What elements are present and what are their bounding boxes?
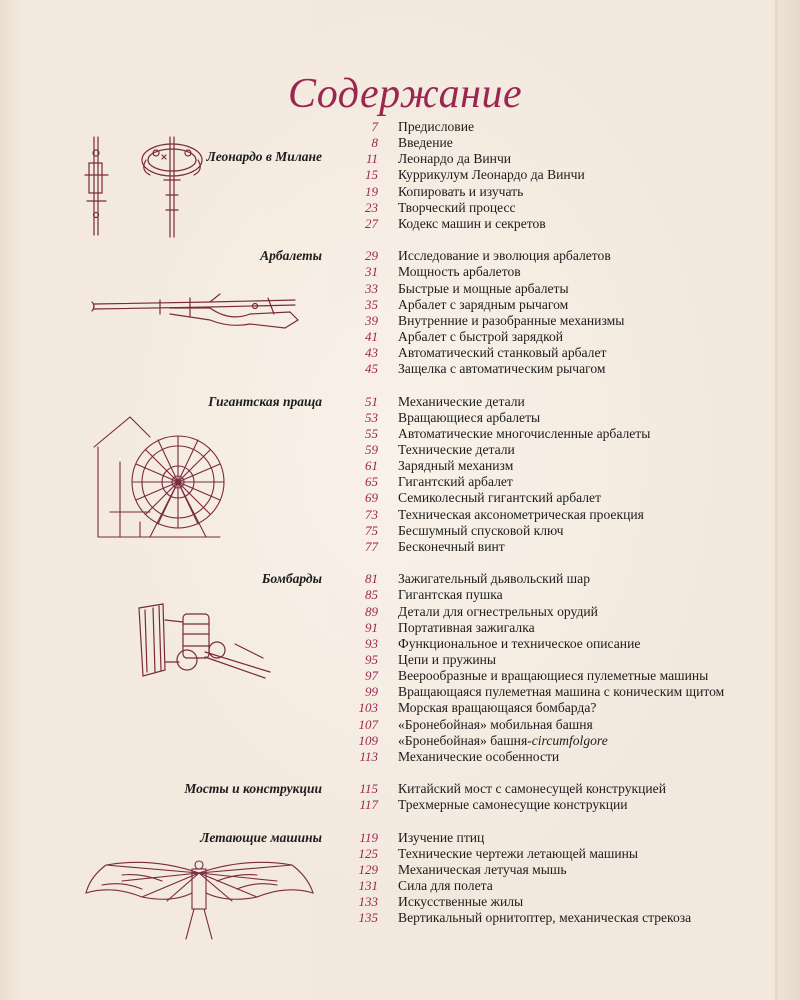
entry-title bbox=[398, 700, 596, 716]
entry-title-text: Портативная зажигалка bbox=[398, 619, 535, 635]
entry-title-text: Веерообразные и вращающиеся пулеметные машины bbox=[398, 668, 709, 684]
entry-title bbox=[398, 135, 453, 151]
toc-entry[interactable] bbox=[0, 733, 800, 749]
entry-title-text: Вращающиеся арбалеты bbox=[398, 409, 541, 425]
page-number: 53 bbox=[365, 409, 378, 425]
page-number: 85 bbox=[365, 587, 378, 603]
toc-entry[interactable] bbox=[0, 668, 800, 684]
page-number: 119 bbox=[359, 829, 378, 845]
entry-title-text: Копировать и изучать bbox=[398, 183, 524, 199]
page-number: 35 bbox=[365, 296, 378, 312]
page-number: 129 bbox=[358, 861, 378, 877]
toc-entry[interactable] bbox=[0, 636, 800, 652]
entry-title-text: Морская вращающаяся бомбарда? bbox=[398, 700, 597, 716]
toc-entry[interactable] bbox=[0, 248, 800, 264]
entry-title bbox=[398, 587, 503, 603]
page-number: 133 bbox=[358, 894, 378, 910]
entry-title-text: Бесконечный винт bbox=[398, 538, 505, 554]
entry-title-text: Гигантский арбалет bbox=[398, 474, 513, 490]
crossbow-mechanism-sketch bbox=[80, 135, 210, 240]
page-title: Содержание bbox=[288, 71, 523, 117]
section-label: Леонардо в Милане bbox=[206, 149, 322, 164]
page-number: 43 bbox=[365, 345, 378, 361]
page-number: 15 bbox=[365, 167, 378, 183]
entry-title bbox=[398, 216, 546, 232]
entry-title-text: Автоматические многочисленные арбалеты bbox=[398, 425, 651, 441]
page-number: 75 bbox=[365, 522, 378, 538]
page-number: 125 bbox=[358, 845, 378, 861]
page-number: 59 bbox=[365, 442, 378, 457]
entry-title-text: Внутренние и разобранные механизмы bbox=[398, 312, 625, 328]
page-number: 81 bbox=[365, 571, 378, 587]
toc-entry[interactable] bbox=[0, 781, 800, 797]
entry-title bbox=[398, 733, 608, 749]
entry-title bbox=[398, 345, 606, 361]
entry-title bbox=[398, 474, 513, 490]
entry-title bbox=[398, 652, 496, 668]
entry-title bbox=[398, 297, 568, 313]
flying-machine-wings-sketch bbox=[82, 855, 317, 943]
entry-title-text: Механические детали bbox=[398, 393, 525, 409]
entry-title-text: Исследование и эволюция арбалетов bbox=[398, 248, 611, 264]
entry-title-text: Китайский мост с самонесущей конструкцией bbox=[398, 781, 666, 797]
section-label: Арбалеты bbox=[260, 248, 322, 264]
page-number: 19 bbox=[365, 183, 378, 199]
entry-title bbox=[398, 749, 559, 765]
entry-title bbox=[398, 361, 606, 377]
entry-title bbox=[398, 830, 484, 846]
entry-title bbox=[398, 151, 511, 167]
toc-entry[interactable] bbox=[0, 652, 800, 668]
entry-title-text: Введение bbox=[398, 135, 453, 151]
entry-title bbox=[398, 507, 644, 523]
page-number: 27 bbox=[365, 215, 378, 231]
entry-title bbox=[398, 620, 535, 636]
entry-title-italic: circumfolgore bbox=[531, 732, 608, 748]
entry-title-text: Арбалет с зарядным рычагом bbox=[398, 296, 569, 312]
entry-title-text: Зажигательный дьявольский шар bbox=[398, 571, 590, 587]
entry-title bbox=[398, 571, 590, 587]
entry-title-text: «Бронебойная» мобильная башня bbox=[398, 716, 593, 732]
page-number: 45 bbox=[365, 361, 378, 377]
entry-title bbox=[398, 442, 515, 458]
entry-title bbox=[398, 184, 523, 200]
entry-title-text: Вращающаяся пулеметная машина с коническим щитом bbox=[398, 684, 725, 700]
toc-entry[interactable] bbox=[0, 264, 800, 280]
toc-entry[interactable] bbox=[0, 620, 800, 636]
page-number: 115 bbox=[359, 781, 378, 797]
page-number: 135 bbox=[358, 910, 378, 926]
page-number: 117 bbox=[359, 797, 378, 813]
entry-title-text: Семиколесный гигантский арбалет bbox=[398, 490, 602, 506]
entry-title-text: Творческий процесс bbox=[398, 199, 516, 215]
entry-title-text: Техническая аксонометрическая проекция bbox=[398, 506, 644, 522]
entry-title bbox=[398, 717, 593, 733]
entry-title bbox=[398, 490, 601, 506]
page-number: 73 bbox=[365, 506, 378, 522]
page-number: 11 bbox=[365, 151, 378, 167]
page-number: 7 bbox=[371, 119, 378, 134]
toc-entry[interactable] bbox=[0, 604, 800, 620]
entry-title bbox=[398, 910, 691, 926]
entry-title-text: Искусственные жилы bbox=[398, 894, 524, 910]
page-number: 99 bbox=[365, 684, 378, 700]
toc-entry[interactable] bbox=[0, 571, 800, 587]
toc-entry[interactable] bbox=[0, 797, 800, 813]
page-number: 65 bbox=[365, 474, 378, 490]
entry-title bbox=[398, 248, 611, 264]
entry-title-text: Трехмерные самонесущие конструкции bbox=[398, 797, 628, 813]
entry-title bbox=[398, 167, 585, 183]
entry-title bbox=[398, 264, 521, 280]
page-number: 23 bbox=[365, 199, 378, 215]
entry-title bbox=[398, 329, 563, 345]
entry-title-text: Вертикальный орнитоптер, механическая стрекоза bbox=[398, 910, 692, 926]
entry-title-text: Леонардо да Винчи bbox=[398, 151, 512, 167]
page-number: 31 bbox=[365, 264, 378, 280]
toc-entry[interactable] bbox=[0, 684, 800, 700]
entry-title bbox=[398, 410, 540, 426]
entry-title bbox=[398, 426, 650, 442]
toc-entry[interactable] bbox=[0, 717, 800, 733]
page-number: 97 bbox=[365, 668, 378, 684]
entry-title-text: Мощность арбалетов bbox=[398, 264, 521, 280]
page-number: 55 bbox=[365, 425, 378, 441]
page-number: 89 bbox=[365, 603, 378, 619]
page-number: 51 bbox=[365, 393, 378, 409]
entry-title-text: Предисловие bbox=[398, 119, 475, 134]
entry-title-text: Куррикулум Леонардо да Винчи bbox=[398, 167, 585, 183]
entry-title-text: Бесшумный спусковой ключ bbox=[398, 522, 564, 538]
page-number: 8 bbox=[371, 135, 378, 151]
page-number: 39 bbox=[365, 312, 378, 328]
entry-title-text: Цепи и пружины bbox=[398, 651, 497, 667]
giant-sling-wheel-sketch bbox=[90, 402, 230, 544]
toc-entry[interactable] bbox=[0, 700, 800, 716]
entry-title-text: Арбалет с быстрой зарядкой bbox=[398, 328, 564, 344]
entry-title bbox=[398, 458, 513, 474]
entry-title-text: Функциональное и техническое описание bbox=[398, 635, 641, 651]
page-number: 131 bbox=[358, 878, 378, 894]
entry-title bbox=[398, 394, 525, 410]
entry-title bbox=[398, 636, 640, 652]
entry-title bbox=[398, 200, 516, 216]
entry-title bbox=[398, 539, 505, 555]
toc-entry[interactable] bbox=[0, 345, 800, 361]
entry-title-text: Гигантская пушка bbox=[398, 587, 503, 603]
entry-title-text: Механические особенности bbox=[398, 748, 560, 764]
page-number: 93 bbox=[365, 635, 378, 651]
page-number: 61 bbox=[365, 458, 378, 474]
entry-title-text: Кодекс машин и секретов bbox=[398, 215, 546, 231]
entry-title-text: Механическая летучая мышь bbox=[398, 861, 567, 877]
entry-title bbox=[398, 862, 567, 878]
entry-title-text: Технические чертежи летающей машины bbox=[398, 845, 639, 861]
section-label: Мосты и конструкции bbox=[184, 781, 322, 797]
entry-title-text: Защелка с автоматическим рычагом bbox=[398, 361, 606, 377]
entry-title-text: Изучение птиц bbox=[398, 829, 485, 845]
toc-entry[interactable] bbox=[0, 749, 800, 765]
entry-title bbox=[398, 684, 724, 700]
page-number: 77 bbox=[365, 538, 378, 554]
toc-entry[interactable] bbox=[0, 587, 800, 603]
entry-title bbox=[398, 313, 624, 329]
entry-title-text: Автоматический станковый арбалет bbox=[398, 345, 607, 361]
entry-title bbox=[398, 523, 564, 539]
toc-entry[interactable] bbox=[0, 830, 800, 846]
page-number: 109 bbox=[358, 732, 378, 748]
entry-title bbox=[398, 119, 474, 135]
page-number: 91 bbox=[365, 619, 378, 635]
page-number: 103 bbox=[358, 700, 378, 716]
entry-title-text: «Бронебойная» башня- bbox=[398, 732, 532, 748]
entry-title-text: Технические детали bbox=[398, 442, 515, 457]
entry-title-text: Сила для полета bbox=[398, 878, 493, 894]
page-number: 33 bbox=[365, 280, 378, 296]
entry-title bbox=[398, 781, 666, 797]
page-number: 95 bbox=[365, 651, 378, 667]
crossbow-sketch bbox=[90, 292, 305, 332]
entry-title bbox=[398, 878, 493, 894]
entry-title bbox=[398, 668, 708, 684]
page-number: 41 bbox=[365, 328, 378, 344]
section-label: Летающие машины bbox=[200, 829, 322, 845]
page-number: 69 bbox=[365, 490, 378, 506]
page-number: 29 bbox=[365, 248, 378, 264]
entry-title bbox=[398, 281, 569, 297]
entry-title bbox=[398, 846, 638, 862]
entry-title bbox=[398, 894, 523, 910]
entry-title bbox=[398, 604, 598, 620]
entry-title-text: Зарядный механизм bbox=[398, 458, 514, 474]
toc-entry[interactable] bbox=[0, 119, 800, 135]
section-label: Гигантская праща bbox=[208, 393, 322, 409]
entry-title-text: Детали для огнестрельных орудий bbox=[398, 603, 598, 619]
bombard-cart-sketch bbox=[135, 600, 275, 685]
page-number: 107 bbox=[358, 716, 378, 732]
page-number: 113 bbox=[359, 748, 378, 764]
entry-title bbox=[398, 797, 628, 813]
section-label: Бомбарды bbox=[261, 571, 322, 587]
toc-entry[interactable] bbox=[0, 361, 800, 377]
entry-title-text: Быстрые и мощные арбалеты bbox=[398, 280, 569, 296]
